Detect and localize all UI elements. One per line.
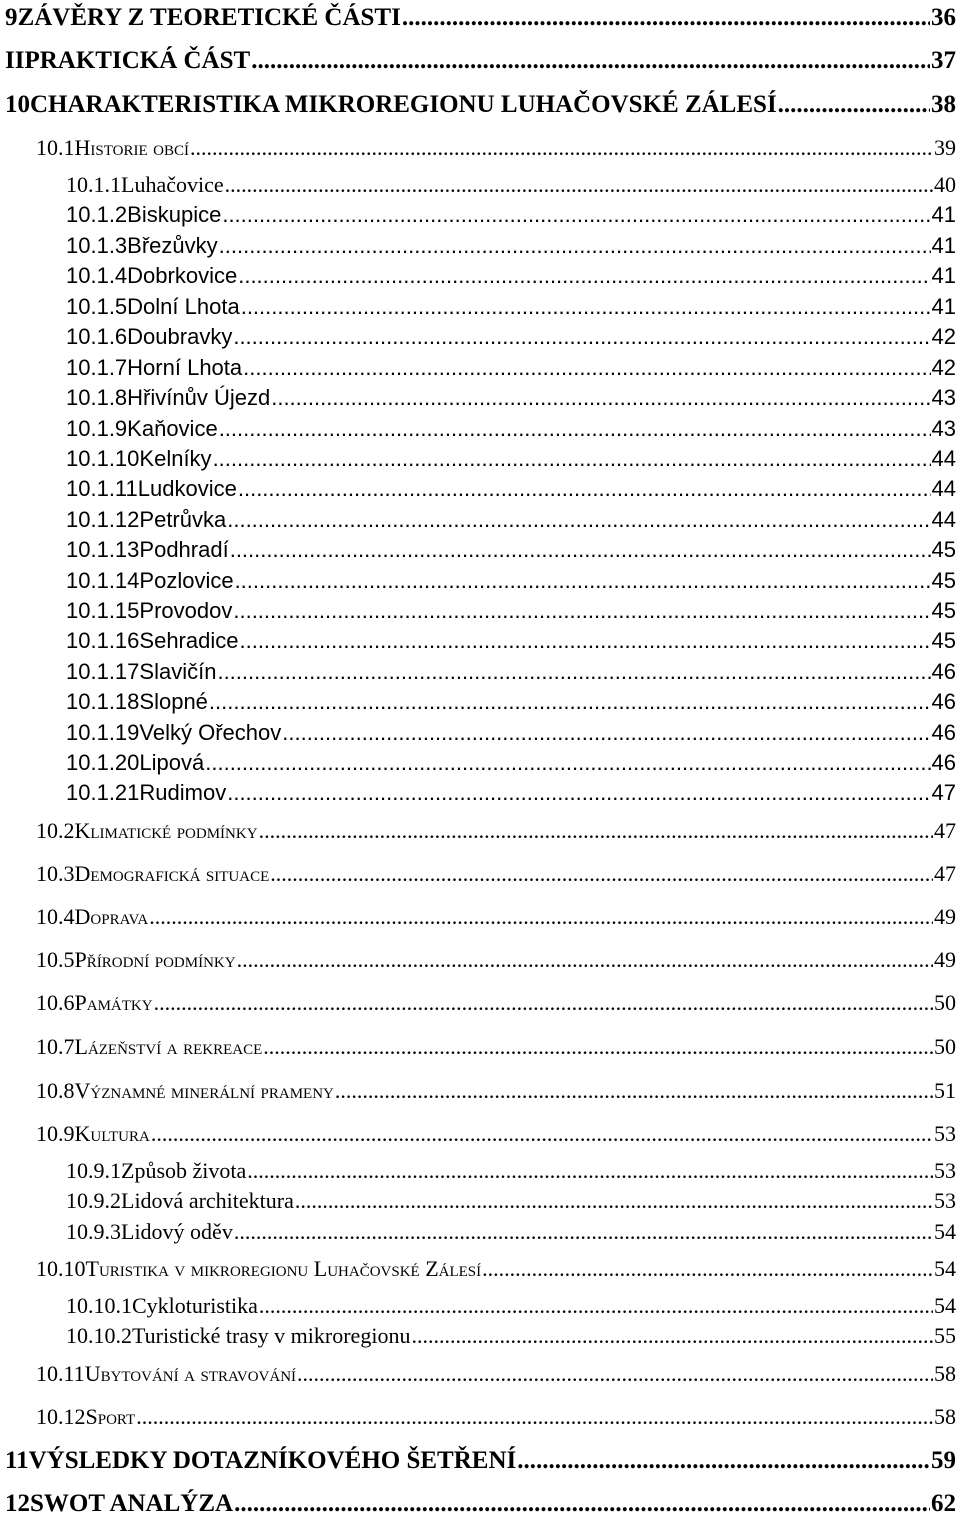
toc-number: 10.4 [36, 904, 75, 929]
toc-page: 43 [931, 385, 956, 410]
toc-title: Slopné [139, 689, 208, 714]
toc-title: Doubravky [127, 324, 233, 349]
toc-entry[interactable] [5, 5, 956, 30]
toc-leader [233, 600, 930, 622]
toc-leader [238, 478, 931, 500]
toc-number: 10.1.14 [66, 568, 140, 593]
toc-entry[interactable] [36, 949, 956, 971]
toc-number: 10.9.1 [66, 1158, 121, 1183]
toc-page: 49 [934, 904, 956, 929]
toc-number: 10.1.11 [66, 476, 138, 501]
toc-entry[interactable] [66, 357, 956, 379]
toc-leader [239, 630, 930, 652]
toc-page: 54 [934, 1256, 956, 1281]
toc-title: CHARAKTERISTIKA MIKROREGIONU LUHAČOVSKÉ ZÁLESÍ [30, 91, 777, 118]
toc-leader [271, 387, 930, 409]
toc-number: 10.11 [36, 1361, 85, 1386]
toc-title: Kaňovice [127, 416, 218, 441]
toc-number: 10.1.2 [66, 202, 128, 227]
toc-entry[interactable] [36, 992, 956, 1014]
toc-page: 54 [934, 1219, 956, 1244]
toc-title: Demografická situace [74, 861, 270, 886]
toc-entry[interactable] [66, 1221, 956, 1243]
toc-page: 37 [931, 47, 956, 74]
toc-title: Lázeňství a rekreace [74, 1034, 263, 1059]
toc-entry[interactable] [5, 92, 956, 117]
toc-entry[interactable] [36, 820, 956, 842]
toc-entry[interactable] [66, 661, 956, 683]
toc-title: Velký Ořechov [139, 720, 282, 745]
toc-title: Turistika v mikroregionu Luhačovské Zálesí [85, 1256, 482, 1281]
toc-entry[interactable] [5, 48, 956, 73]
toc-number: 10.9 [36, 1121, 75, 1146]
toc-page: 46 [931, 720, 956, 745]
toc-title: VÝSLEDKY DOTAZNÍKOVÉHO ŠETŘENÍ [28, 1447, 517, 1474]
toc-entry[interactable] [66, 204, 956, 226]
toc-page: 41 [931, 233, 956, 258]
toc-entry[interactable] [66, 509, 956, 531]
toc-number: 10.1.6 [66, 324, 128, 349]
toc-title: SWOT ANALÝZA [30, 1490, 234, 1517]
toc-number: 10.5 [36, 947, 75, 972]
toc-page: 41 [931, 202, 956, 227]
toc-number: 10.3 [36, 861, 75, 886]
toc-entry[interactable] [66, 387, 956, 409]
toc-page: 40 [934, 172, 956, 197]
toc-number: 10.6 [36, 990, 75, 1015]
toc-leader [238, 265, 930, 287]
toc-page: 50 [934, 990, 956, 1015]
toc-page: 51 [934, 1078, 956, 1103]
toc-page: 62 [931, 1490, 956, 1517]
toc-entry[interactable] [66, 600, 956, 622]
toc-number: 10.7 [36, 1034, 75, 1059]
toc-page: 43 [931, 416, 956, 441]
toc-number: 10.1.4 [66, 263, 128, 288]
toc-number: 10.1.3 [66, 233, 128, 258]
toc-entry[interactable] [66, 1295, 956, 1317]
toc-entry[interactable] [66, 418, 956, 440]
toc-leader [235, 570, 931, 592]
toc-title: Sehradice [139, 628, 239, 653]
toc-entry[interactable] [66, 478, 956, 500]
toc-page: 59 [931, 1447, 956, 1474]
toc-leader [205, 752, 930, 774]
toc-number: 10 [5, 91, 30, 118]
toc-entry[interactable] [5, 1448, 956, 1473]
toc-number: 10.1.1 [66, 172, 121, 197]
toc-leader [247, 1160, 933, 1182]
toc-title: Kultura [74, 1121, 150, 1146]
toc-number: 10.10.2 [66, 1323, 132, 1348]
toc-number: 10.1.5 [66, 294, 128, 319]
toc-number: II [5, 47, 25, 74]
toc-leader [270, 863, 933, 885]
toc-title: Klimatické podmínky [74, 818, 258, 843]
toc-title: Luhačovice [121, 172, 224, 197]
toc-title: Kelníky [139, 446, 212, 471]
toc-leader [225, 174, 933, 196]
toc-number: 10.1.10 [66, 446, 140, 471]
toc-number: 9 [5, 4, 18, 31]
toc-entry[interactable] [66, 539, 956, 561]
toc-entry[interactable] [36, 1406, 956, 1428]
toc-page: 41 [931, 263, 956, 288]
toc-leader [209, 691, 931, 713]
toc-leader [241, 296, 931, 318]
toc-page: 45 [931, 568, 956, 593]
toc-page: 46 [931, 659, 956, 684]
toc-leader [517, 1448, 930, 1473]
toc-page: 58 [934, 1361, 956, 1386]
toc-leader [213, 448, 931, 470]
toc-entry[interactable] [36, 1080, 956, 1102]
toc-entry[interactable] [66, 722, 956, 744]
toc-number: 10.1.19 [66, 720, 140, 745]
toc-entry[interactable] [66, 691, 956, 713]
toc-number: 10.1.18 [66, 689, 140, 714]
toc-page: 44 [931, 507, 956, 532]
toc-title: Turistické trasy v mikroregionu [132, 1323, 411, 1348]
toc-title: Petrůvka [139, 507, 227, 532]
toc-page: 50 [934, 1034, 956, 1059]
toc-entry[interactable] [66, 570, 956, 592]
toc-page: 53 [934, 1121, 956, 1146]
toc-leader [295, 1190, 933, 1212]
toc-leader [778, 92, 930, 117]
toc-number: 10.1.16 [66, 628, 140, 653]
toc-entry[interactable] [66, 265, 956, 287]
toc-entry[interactable] [66, 1160, 956, 1182]
toc-title: Dolní Lhota [127, 294, 240, 319]
toc-title: Hřivínův Újezd [127, 385, 271, 410]
toc-entry[interactable] [5, 1491, 956, 1516]
toc-title: Dobrkovice [127, 263, 238, 288]
toc-entry[interactable] [66, 235, 956, 257]
toc-entry[interactable] [36, 1363, 956, 1385]
toc-number: 10.2 [36, 818, 75, 843]
toc-entry[interactable] [36, 1258, 956, 1280]
toc-leader [482, 1258, 933, 1280]
toc-number: 10.1.15 [66, 598, 140, 623]
toc-leader [227, 782, 930, 804]
toc-page: 44 [931, 446, 956, 471]
toc-page: 47 [934, 818, 956, 843]
toc-number: 10.1 [36, 135, 75, 160]
toc-page: 54 [934, 1293, 956, 1318]
toc-number: 10.1.7 [66, 355, 128, 380]
toc-leader [151, 1123, 933, 1145]
toc-leader [154, 992, 933, 1014]
toc-page: 39 [934, 135, 956, 160]
toc-leader [230, 539, 931, 561]
toc-leader [297, 1363, 933, 1385]
toc-page: 38 [931, 91, 956, 118]
toc-leader [282, 722, 930, 744]
toc-page: 46 [931, 689, 956, 714]
toc-number: 10.1.8 [66, 385, 128, 410]
toc-page: 41 [931, 294, 956, 319]
toc-number: 10.1.9 [66, 416, 128, 441]
toc-number: 10.1.12 [66, 507, 140, 532]
toc-page: 45 [931, 598, 956, 623]
toc-title: Slavičín [139, 659, 217, 684]
toc-page: 53 [934, 1158, 956, 1183]
toc-title: Horní Lhota [127, 355, 243, 380]
toc-number: 10.10.1 [66, 1293, 132, 1318]
toc-leader [402, 5, 930, 30]
toc-page: 47 [934, 861, 956, 886]
toc-entry[interactable] [66, 752, 956, 774]
toc-page: 42 [931, 355, 956, 380]
toc-entry[interactable] [66, 326, 956, 348]
toc-page: 45 [931, 628, 956, 653]
toc-leader [233, 326, 930, 348]
toc-number: 10.1.21 [66, 780, 140, 805]
toc-title: Podhradí [139, 537, 229, 562]
toc-entry[interactable] [36, 863, 956, 885]
toc-leader [190, 137, 933, 159]
toc-page: 45 [931, 537, 956, 562]
toc-title: Památky [74, 990, 153, 1015]
toc-title: Přírodní podmínky [74, 947, 236, 972]
toc-title: Lipová [139, 750, 205, 775]
toc-title: Historie obcí [74, 135, 189, 160]
toc-number: 10.1.13 [66, 537, 140, 562]
toc-page: 42 [931, 324, 956, 349]
toc-number: 12 [5, 1490, 30, 1517]
toc-leader [234, 1491, 930, 1516]
toc-entry[interactable] [36, 1123, 956, 1145]
toc-title: Lidový oděv [121, 1219, 233, 1244]
toc-leader [227, 509, 930, 531]
toc-number: 10.12 [36, 1404, 86, 1429]
toc-title: Významné minerální prameny [74, 1078, 334, 1103]
toc-number: 10.1.17 [66, 659, 140, 684]
toc-leader [219, 418, 931, 440]
toc-page: 58 [934, 1404, 956, 1429]
toc-leader [149, 906, 933, 928]
toc-leader [234, 1221, 933, 1243]
toc-title: Rudimov [139, 780, 227, 805]
toc-number: 10.8 [36, 1078, 75, 1103]
toc-title: ZÁVĚRY Z TEORETICKÉ ČÁSTI [17, 4, 401, 31]
toc-leader [136, 1406, 933, 1428]
toc-entry[interactable] [66, 782, 956, 804]
toc-title: Sport [85, 1404, 136, 1429]
toc-page: 53 [934, 1188, 956, 1213]
toc-entry[interactable] [36, 137, 956, 159]
toc-title: Březůvky [127, 233, 218, 258]
toc-page: 49 [934, 947, 956, 972]
toc-page: 36 [931, 4, 956, 31]
toc-leader [222, 204, 930, 226]
toc-number: 10.9.3 [66, 1219, 121, 1244]
toc-entry[interactable] [66, 296, 956, 318]
toc-title: Ludkovice [137, 476, 237, 501]
toc-title: Doprava [74, 904, 149, 929]
toc-leader [237, 949, 933, 971]
toc-number: 11 [5, 1447, 29, 1474]
toc-number: 10.1.20 [66, 750, 140, 775]
toc-entry[interactable] [66, 448, 956, 470]
toc-entry[interactable] [66, 174, 956, 196]
toc-page: 55 [934, 1323, 956, 1348]
toc-title: Pozlovice [139, 568, 234, 593]
toc-leader [251, 48, 930, 73]
toc-title: PRAKTICKÁ ČÁST [24, 47, 251, 74]
toc-title: Provodov [139, 598, 233, 623]
toc-title: Biskupice [127, 202, 222, 227]
toc-page: 47 [931, 780, 956, 805]
toc-title: Ubytování a stravování [84, 1361, 297, 1386]
toc-leader [259, 1295, 933, 1317]
toc-leader [411, 1325, 933, 1347]
toc-entry[interactable] [36, 906, 956, 928]
toc-leader [219, 235, 931, 257]
toc-entry[interactable] [36, 1036, 956, 1058]
toc-entry[interactable] [66, 1325, 956, 1347]
toc-number: 10.9.2 [66, 1188, 121, 1213]
toc-leader [263, 1036, 933, 1058]
toc-entry[interactable] [66, 630, 956, 652]
toc-leader [217, 661, 930, 683]
toc-title: Lidová architektura [121, 1188, 294, 1213]
toc-leader [335, 1080, 933, 1102]
toc-title: Cykloturistika [132, 1293, 258, 1318]
toc-page: 46 [931, 750, 956, 775]
toc-leader [243, 357, 930, 379]
toc-entry[interactable] [66, 1190, 956, 1212]
toc-leader [259, 820, 933, 842]
toc-title: Způsob života [121, 1158, 247, 1183]
toc-page: 44 [931, 476, 956, 501]
toc-number: 10.10 [36, 1256, 86, 1281]
